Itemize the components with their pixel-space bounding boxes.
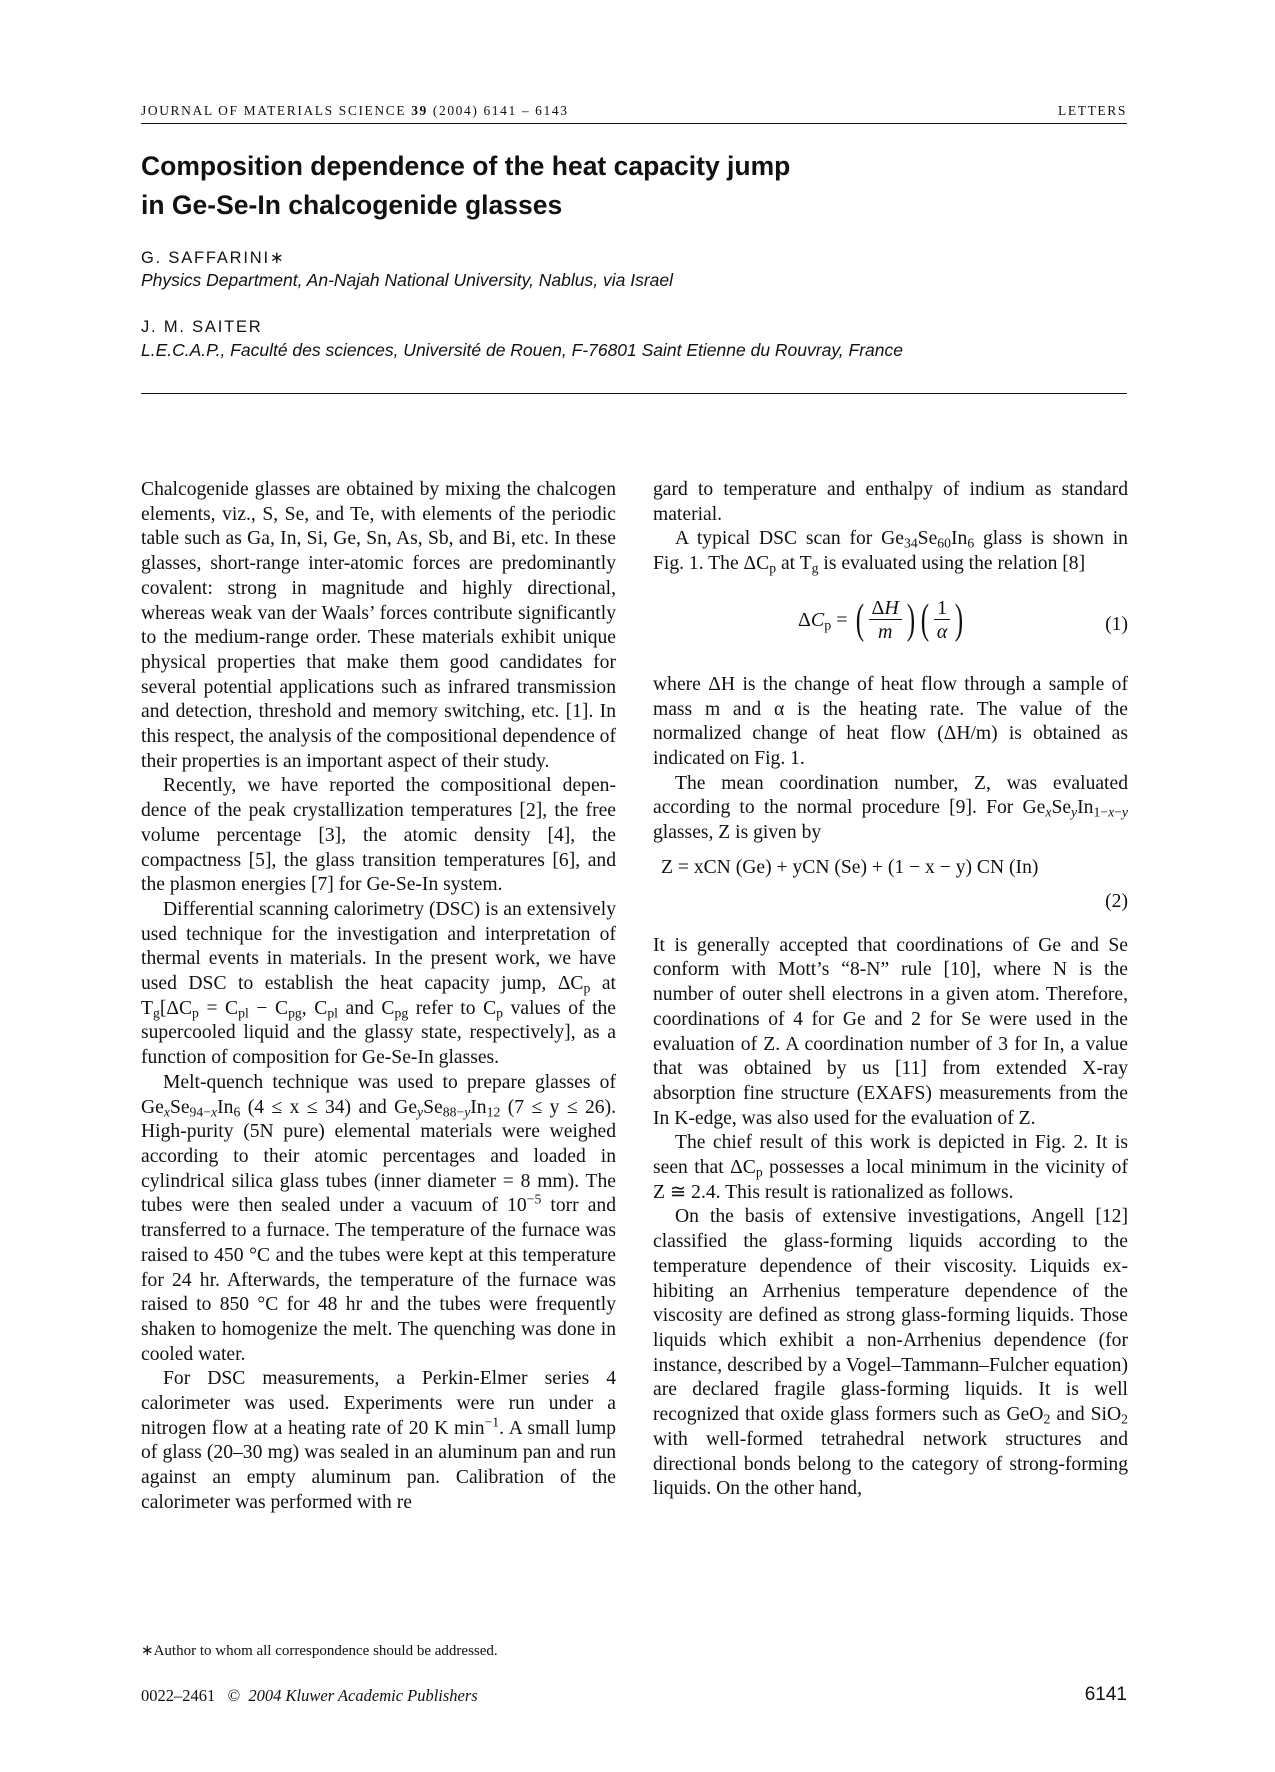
paragraph: It is generally accepted that coordinations of Ge and Se conform with Mott’s “8-N” rule [10], where N is the number of outer shell electrons in a given atom. Therefore, coordinations of 4 for Ge and 2 for Se were used in the evaluation of Z. A coordination number of 3 for In, a value that was obtained by us [11] from extended X-ray absorption fine structure (EXAFS) measurements from the In K-edge, was also used for the evaluation of Z. bbox=[653, 934, 1128, 1129]
author-affiliation-2: L.E.C.A.P., Faculté des sciences, Université de Rouen, F-76801 Saint Etienne du Rouvray, France bbox=[141, 340, 903, 360]
journal-name: JOURNAL OF MATERIALS SCIENCE bbox=[141, 103, 407, 118]
journal-volume: 39 bbox=[411, 103, 428, 118]
title-line-1: Composition dependence of the heat capacity jump bbox=[141, 151, 791, 181]
paragraph: gard to temperature and enthalpy of indium as standard material. bbox=[653, 479, 1128, 525]
title-line-2: in Ge-Se-In chalcogenide glasses bbox=[141, 190, 563, 220]
authors-rule bbox=[141, 393, 1127, 394]
page-number: 6141 bbox=[1084, 1684, 1127, 1705]
footnote: ∗Author to whom all correspondence should be addressed. bbox=[141, 1643, 498, 1659]
issn: 0022–2461 bbox=[141, 1686, 216, 1705]
paragraph: where ΔH is the change of heat flow through a sample of mass m and α is the heating rate. The value of the normalized change of heat flow (ΔH/m) is obtained as indicated on Fig. 1. bbox=[653, 673, 1128, 769]
author-affiliation-1: Physics Department, An-Najah National University, Nablus, via Israel bbox=[141, 270, 674, 290]
header-rule bbox=[141, 123, 1127, 124]
section-label: LETTERS bbox=[1058, 103, 1127, 118]
copyright-symbol: © bbox=[227, 1686, 241, 1705]
paragraph: Melt-quench technique was used to prepare glasses of $Ge_xSe_{94-x}In_6$ (4 ≤ x ≤ 34) and $Ge_ySe_{88-y}In_{12}$ (7 ≤ y ≤ 26). High-purity (5N pure) elemental materials were weighed according to their atomic percentages and loaded in cylindrical silica glass tubes (inner diameter = 8 mm). The tubes were then sealed under a vacuum of $10^{-5}$ torr and transferred to a furnace. The temperature of the furnace was raised to 450 °C and the tubes were kept at this temperature for 24 hr. Afterwards, the temperature of the furnace was raised to 850 °C for 48 hr and the tubes were frequently shaken to homogenize the melt. The quenching was done in cooled water. bbox=[141, 1071, 617, 1365]
paragraph: For DSC measurements, a Perkin-Elmer series 4 calorimeter was used. Experiments were run under a nitrogen flow at a heating rate of 20 K $\min^{-1}$. A small lump of glass (20–30 mg) was sealed in an aluminum pan and run against an empty aluminum pan. Calibration of the calorimeter was performed with re bbox=[141, 1368, 617, 1513]
paragraph: Differential scanning calorimetry (DSC) is an extensively used technique for the investigation and interpretation of thermal events in materials. In the present work, we have used DSC to establish the heat capacity jump, $\Delta C_p$ at $T_g[\Delta C_p = C_{pl} - C_{pg}$, $C_{pl}$ and $C_{pg}$ refer to $C_p$ values of the supercooled liquid and the glassy state, respectively], as a function of composition for Ge-Se-In glasses. bbox=[141, 898, 617, 1069]
author-name-1: G. SAFFARINI∗ bbox=[141, 249, 286, 267]
paragraph: A typical DSC scan for $Ge_{34}Se_{60}In_6$ glass is shown in Fig. 1. The $\Delta C_p$ at $T_g$ is evaluated using the relation [8] bbox=[653, 528, 1128, 576]
equation-1 bbox=[653, 591, 1128, 661]
equation-2-body: Z = xCN (Ge) + yCN (Se) + (1 − x − y) CN (In) bbox=[661, 856, 1039, 878]
equation-1-number: (1) bbox=[1105, 613, 1128, 635]
running-head bbox=[141, 103, 1127, 125]
right-column bbox=[653, 478, 1128, 1502]
journal-citation bbox=[141, 103, 569, 119]
paragraph: On the basis of extensive investigations, Angell [12] classified the glass-forming liquids according to the temperature dependence of their viscosity. Liquids exhibiting an Arrhenius temperature dependence of the viscosity are defined as strong glass-forming liquids. Those liquids which exhibit a non-Arrhenius dependence (for instance, described by a Vogel–Tammann–Fulcher equation) are declared fragile glass-forming liquids. It is well recognized that oxide glass formers such as GeO$_2$ and SiO$_2$ with well-formed tetrahedral network structures and directional bonds belong to the category of strong-forming liquids. On the other hand, bbox=[653, 1206, 1129, 1500]
article-title bbox=[141, 147, 941, 225]
equation-2 bbox=[653, 856, 1128, 916]
equation-1-body: $\Delta C_p$ = ( $\frac{\Delta H}{m}$ ) ( $\frac{1}{\alpha}$ ) bbox=[798, 596, 964, 644]
paragraph: The mean coordination number, Z, was evaluated according to the normal procedure [9]. For $Ge_xSe_yIn_{1-x-y}$ glasses, Z is given by bbox=[653, 772, 1128, 844]
footer-citation bbox=[141, 1686, 478, 1706]
paragraph: The chief result of this work is depicted in Fig. 2. It is seen that $\Delta C_p$ possesses a local minimum in the vicinity of Z ≅ 2.4. This result is rationalized as follows. bbox=[653, 1132, 1128, 1203]
equation-2-number: (2) bbox=[1105, 890, 1128, 912]
left-column bbox=[141, 478, 616, 1516]
publisher: 2004 Kluwer Academic Publishers bbox=[248, 1686, 478, 1705]
author-name-2: J. M. SAITER bbox=[141, 318, 263, 336]
paragraph: Recently, we have reported the compositional dependence of the peak crystallization temperatures [2], the free volume percentage [3], the atomic density [4], the compactness [5], the glass transition temperatures [6], and the plasmon energies [7] for Ge-Se-In system. bbox=[141, 775, 616, 896]
journal-year-pages: (2004) 6141 – 6143 bbox=[432, 103, 569, 118]
paragraph: Chalcogenide glasses are obtained by mixing the chalcogen elements, viz., S, Se, and Te, with elements of the periodic table such as Ga, In, Si, Ge, Sn, As, Sb, and Bi, etc. In these glasses, short-range inter-atomic forces are predominantly covalent: strong in magnitude and highly directional, whereas weak van der Waals’ forces contribute significantly to the medium-range order. These materials exhibit unique physical properties that make them good candidates for several potential applications such as infrared transmission and detection, threshold and memory switching, etc. [1]. In this respect, the analysis of the compositional dependence of their properties is an important aspect of their study. bbox=[141, 479, 617, 772]
